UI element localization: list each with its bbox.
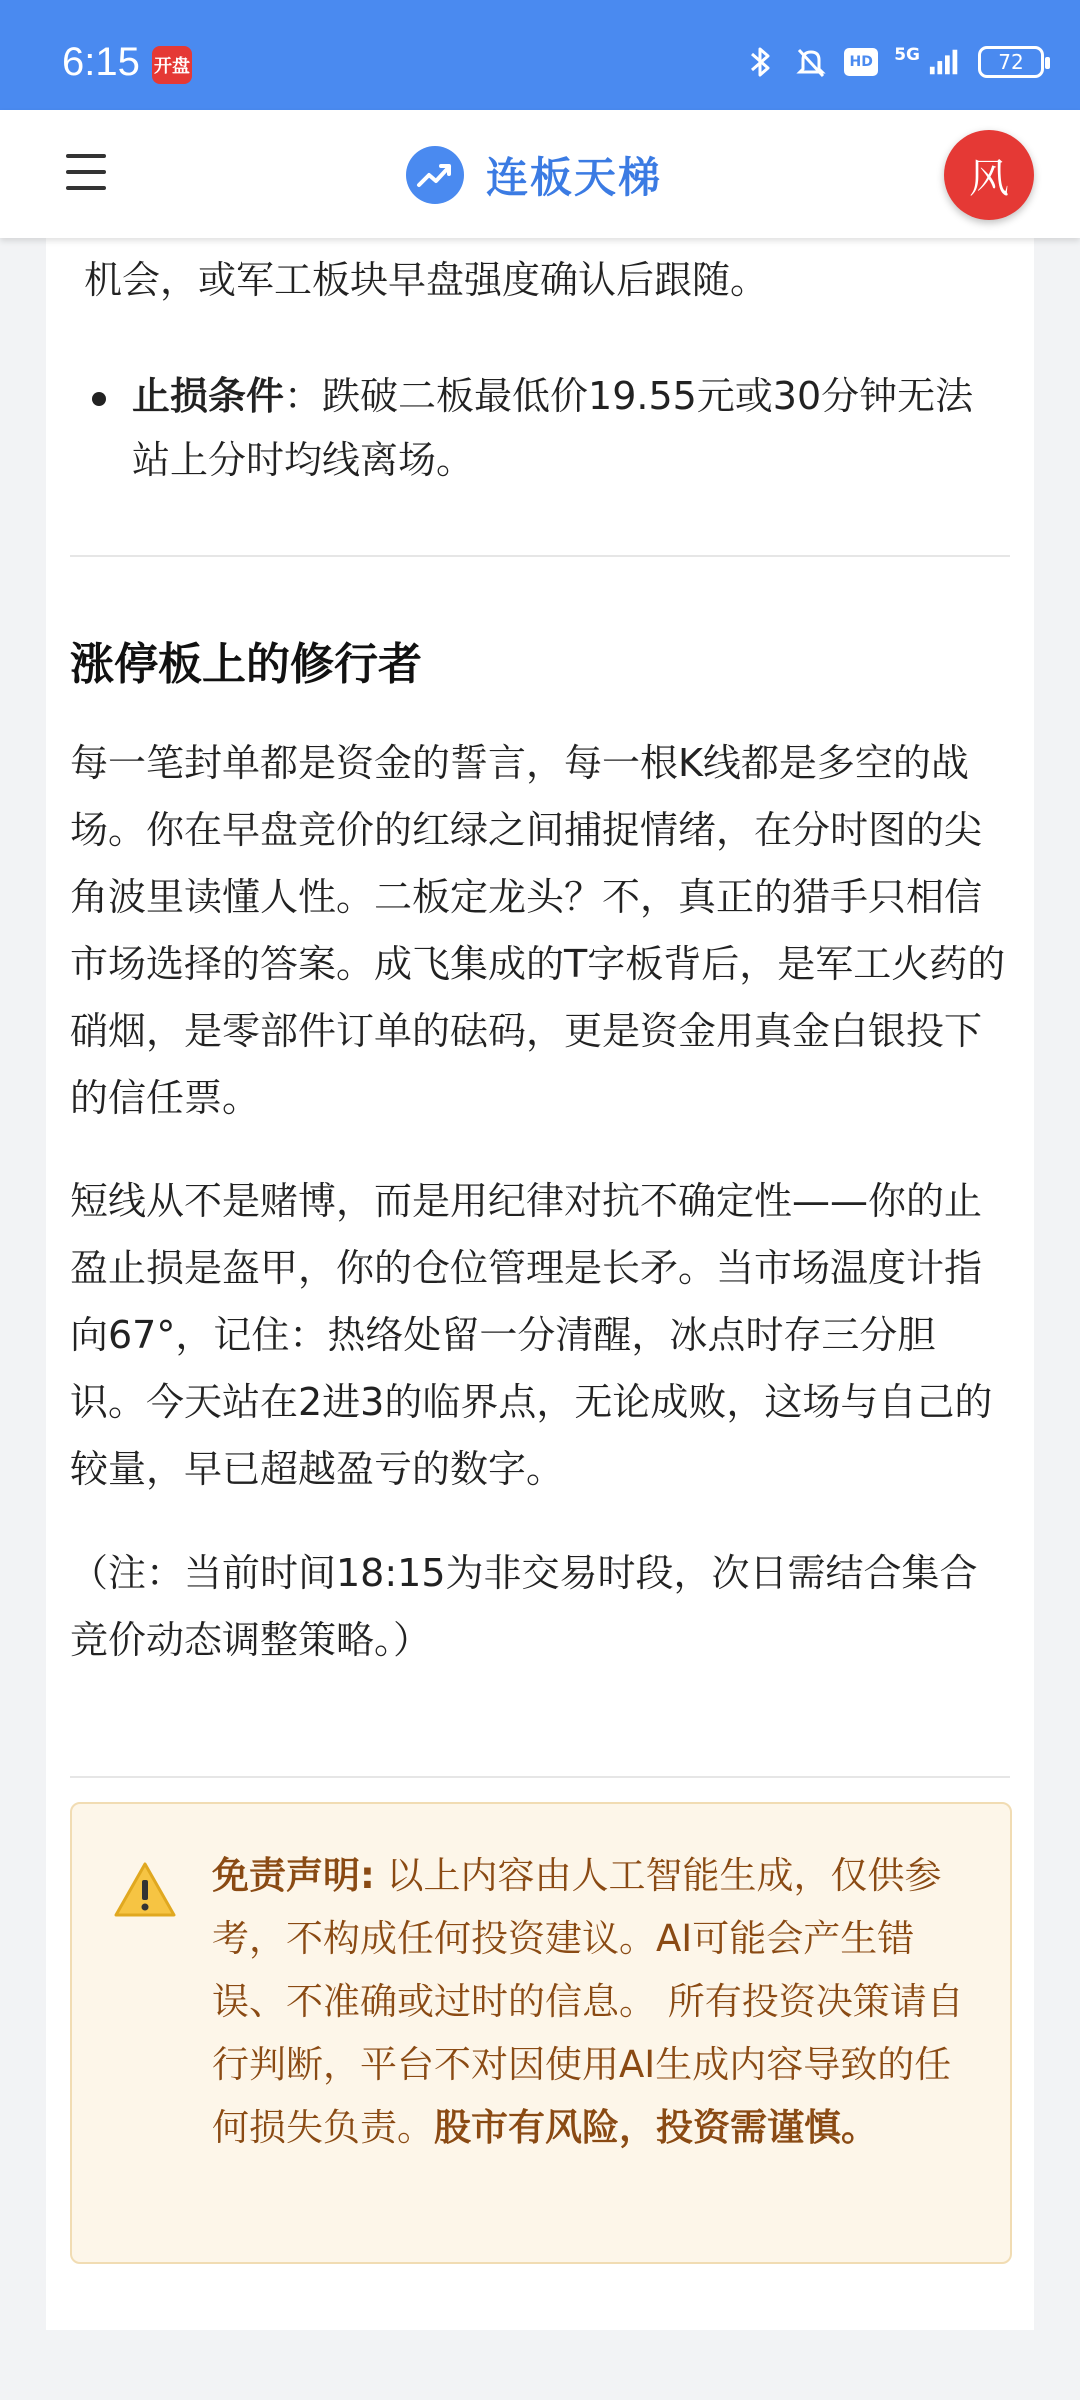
status-icons	[744, 40, 1044, 84]
app-header	[0, 110, 1080, 238]
hamburger-menu-icon[interactable]	[66, 154, 106, 190]
app-notification-badge: 开盘	[152, 46, 192, 84]
battery-icon	[978, 46, 1044, 78]
disclaimer-emphasis: 股市有风险，投资需谨慎。	[434, 2106, 878, 2149]
divider	[70, 555, 1010, 557]
status-bar	[0, 0, 1080, 110]
divider	[70, 1776, 1010, 1778]
list-item	[84, 364, 1004, 492]
stoploss-label: 止损条件	[132, 374, 285, 418]
hd-icon: HD	[844, 48, 878, 76]
warning-triangle-icon	[112, 1860, 178, 1920]
brand[interactable]	[406, 146, 662, 204]
paragraph: 短线从不是赌博，而是用纪律对抗不确定性——你的止盈止损是盔甲，你的仓位管理是长矛。当市场温度计指向67°，记住：热络处留一分清醒，冰点时存三分胆识。今天站在2进3的临界点，无论成败，这场与自己的较量，早已超越盈亏的数字。	[70, 1179, 993, 1491]
app-title: 连板天梯	[486, 153, 663, 202]
note-paragraph: （注：当前时间18:15为非交易时段，次日需结合集合竞价动态调整策略。）	[70, 1551, 978, 1662]
disclaimer-box	[70, 1802, 1012, 2264]
signal-icon	[928, 45, 962, 79]
paragraph: 每一笔封单都是资金的誓言，每一根K线都是多空的战场。你在早盘竞价的红绿之间捕捉情绪，在分时图的尖角波里读懂人性。二板定龙头？不，真正的猎手只相信市场选择的答案。成飞集成的T字板背后，是军工火药的硝烟，是零部件订单的砝码，更是资金用真金白银投下的信任票。	[70, 741, 1006, 1120]
status-time: 6:15	[62, 40, 140, 84]
battery-level: 72	[998, 50, 1024, 74]
strategy-line-2: 机会，或军工板块早盘强度确认后跟随。	[84, 258, 769, 302]
bluetooth-icon	[744, 45, 778, 79]
trend-chart-icon	[406, 146, 464, 204]
disclaimer-text	[212, 1844, 982, 2159]
stoploss-text: ：跌破二板最低价19.55元或30分钟无法站上分时均线离场。	[132, 374, 974, 482]
user-avatar[interactable]: 风	[944, 130, 1034, 220]
disclaimer-label: 免责声明:	[212, 1854, 375, 1897]
mute-bell-icon	[794, 45, 828, 79]
network-type: 5G	[894, 44, 920, 65]
section-title: 涨停板上的修行者	[70, 639, 422, 690]
disclaimer-body: 以上内容由人工智能生成，仅供参考，不构成任何投资建议。AI可能会产生错误、不准确或过时的信息。 所有投资决策请自行判断，平台不对因使用AI生成内容导致的任何损失负责。	[212, 1854, 964, 2149]
